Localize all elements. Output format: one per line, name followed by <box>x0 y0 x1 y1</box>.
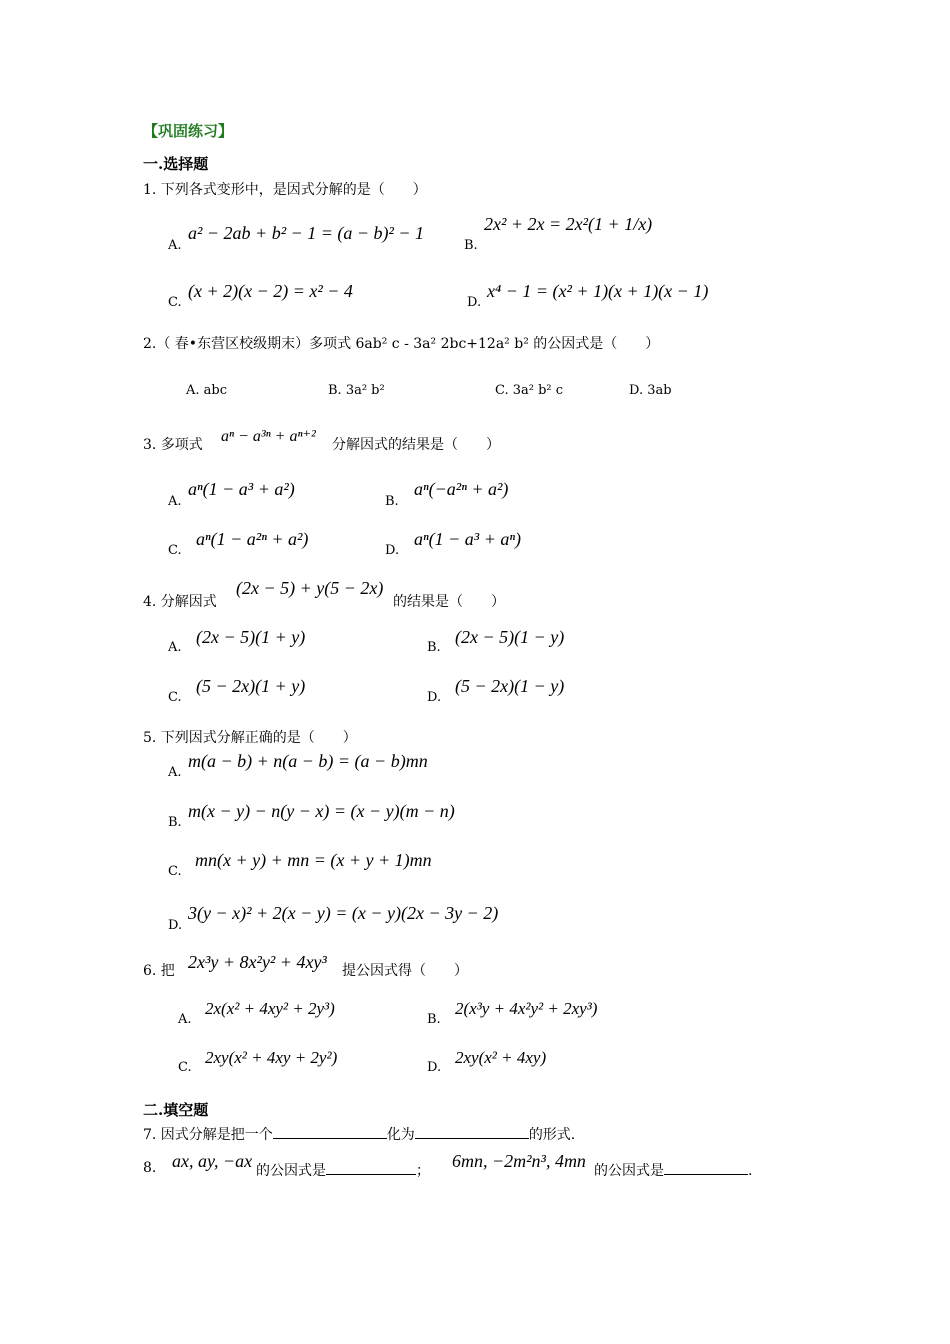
q5-stem: 5. 下列因式分解正确的是（ ） <box>143 730 357 746</box>
q7-prefix: 7. 因式分解是把一个 <box>143 1127 273 1143</box>
q7-line <box>143 1124 575 1144</box>
q8-blank-2[interactable] <box>664 1160 748 1175</box>
q1-b-expr: 2x² + 2x = 2x²(1 + 1/x) <box>484 214 653 234</box>
q6-c-label: C. <box>178 1060 192 1075</box>
q8-number: 8. <box>143 1160 157 1176</box>
q8-text-2: 的公因式是 <box>594 1163 664 1179</box>
q2-option-d: D. 3ab <box>629 383 672 398</box>
q4-b-label: B. <box>427 640 441 655</box>
q4-c-label: C. <box>168 690 182 705</box>
q8-blank-1[interactable] <box>326 1160 416 1175</box>
q3-c-expr: aⁿ(1 − a²ⁿ + a²) <box>196 529 309 549</box>
q6-b-label: B. <box>427 1012 441 1027</box>
q4-stem-prefix: 4. 分解因式 <box>143 594 217 610</box>
q5-b-label: B. <box>168 815 182 830</box>
q6-stem-suffix: 提公因式得（ ） <box>342 963 468 979</box>
q5-c-expr: mn(x + y) + mn = (x + y + 1)mn <box>195 850 432 870</box>
q1-stem: 1. 下列各式变形中，是因式分解的是（ ） <box>143 182 427 198</box>
q1-b-label: B. <box>464 238 478 253</box>
q5-d-label: D. <box>168 918 183 933</box>
q3-a-label: A. <box>168 494 182 509</box>
q3-stem-prefix: 3. 多项式 <box>143 437 203 453</box>
q4-b-expr: (2x − 5)(1 − y) <box>455 627 565 647</box>
q1-a-label: A. <box>168 238 182 253</box>
section-fill-heading: 二.填空题 <box>143 1101 209 1119</box>
q3-c-label: C. <box>168 543 182 558</box>
q3-stem-suffix: 分解因式的结果是（ ） <box>332 437 500 453</box>
q2-option-c: C. 3a² b² c <box>495 383 564 398</box>
q5-a-expr: m(a − b) + n(a − b) = (a − b)mn <box>188 751 428 771</box>
q2-option-b: B. 3a² b² <box>328 383 385 398</box>
q6-c-expr: 2xy(x² + 4xy + 2y²) <box>205 1048 338 1067</box>
q6-a-label: A. <box>178 1012 192 1027</box>
q6-stem-expr: 2x³y + 8x²y² + 4xy³ <box>188 952 327 972</box>
q5-a-label: A. <box>168 765 182 780</box>
q8-expr-1: ax, ay, −ax <box>172 1151 253 1171</box>
q5-b-expr: m(x − y) − n(y − x) = (x − y)(m − n) <box>188 801 455 821</box>
q4-a-label: A. <box>168 640 182 655</box>
section-choice-heading: 一.选择题 <box>143 155 209 173</box>
q3-b-expr: aⁿ(−a²ⁿ + a²) <box>414 479 509 499</box>
q7-suffix: 的形式. <box>528 1127 576 1143</box>
q6-stem-prefix: 6. 把 <box>143 963 175 979</box>
page-title: 【巩固练习】 <box>143 122 234 140</box>
q6-d-expr: 2xy(x² + 4xy) <box>455 1048 547 1067</box>
q5-d-expr: 3(y − x)² + 2(x − y) = (x − y)(2x − 3y − 2) <box>188 903 499 923</box>
q1-c-expr: (x + 2)(x − 2) = x² − 4 <box>188 281 353 301</box>
q1-d-label: D. <box>467 295 482 310</box>
q8-expr-2: 6mn, −2m²n³, 4mn <box>452 1151 586 1171</box>
q4-c-expr: (5 − 2x)(1 + y) <box>196 676 306 696</box>
q1-d-expr: x⁴ − 1 = (x² + 1)(x + 1)(x − 1) <box>487 281 709 301</box>
q4-stem-suffix: 的结果是（ ） <box>393 594 505 610</box>
q4-a-expr: (2x − 5)(1 + y) <box>196 627 306 647</box>
q8-separator: ； <box>416 1163 430 1179</box>
q2-option-a: A. abc <box>186 383 228 398</box>
q4-d-label: D. <box>427 690 442 705</box>
q6-d-label: D. <box>427 1060 442 1075</box>
q3-a-expr: aⁿ(1 − a³ + a²) <box>188 479 295 499</box>
q2-stem: 2.（ 春•东营区校级期末）多项式 6ab² c - 3a² 2bc+12a² b² 的公因式是（ ） <box>143 336 660 352</box>
q3-stem-expr: aⁿ − a³ⁿ + aⁿ⁺² <box>221 428 316 445</box>
q6-b-expr: 2(x³y + 4x²y² + 2xy³) <box>455 999 598 1018</box>
q5-c-label: C. <box>168 864 182 879</box>
q1-c-label: C. <box>168 295 182 310</box>
q3-d-expr: aⁿ(1 − a³ + aⁿ) <box>414 529 522 549</box>
q7-middle: 化为 <box>386 1127 415 1143</box>
q3-b-label: B. <box>385 494 399 509</box>
q8-end: . <box>748 1163 753 1179</box>
q4-stem-expr: (2x − 5) + y(5 − 2x) <box>236 578 384 598</box>
q7-blank-2[interactable] <box>415 1124 529 1139</box>
q7-blank-1[interactable] <box>273 1124 387 1139</box>
q8-text-1: 的公因式是 <box>256 1163 326 1179</box>
q3-d-label: D. <box>385 543 400 558</box>
q6-a-expr: 2x(x² + 4xy² + 2y³) <box>205 999 335 1018</box>
q4-d-expr: (5 − 2x)(1 − y) <box>455 676 565 696</box>
q8-line-1 <box>256 1160 430 1180</box>
q1-a-expr: a² − 2ab + b² − 1 = (a − b)² − 1 <box>188 223 425 243</box>
q8-line-2 <box>594 1160 752 1180</box>
